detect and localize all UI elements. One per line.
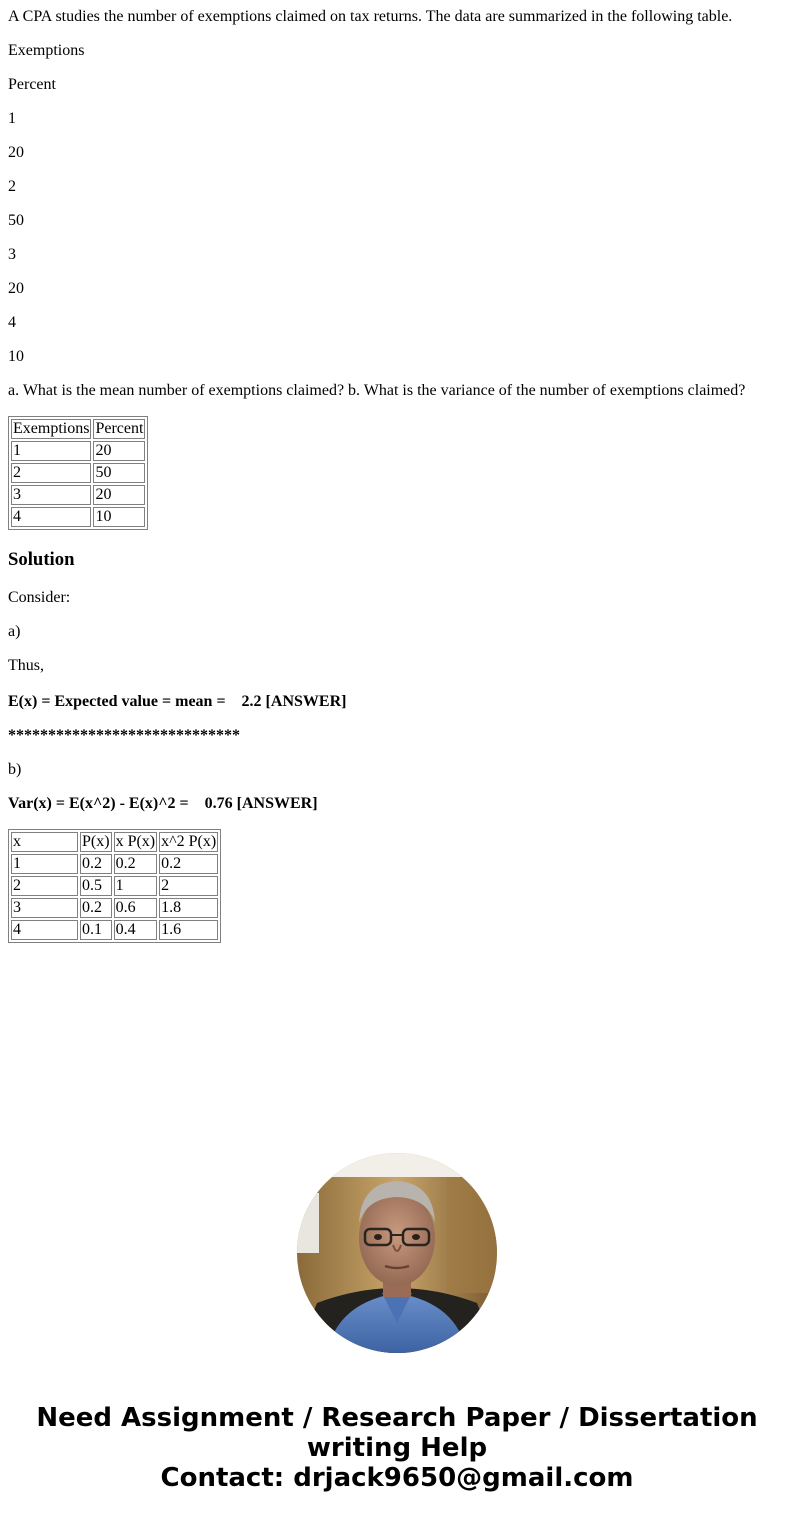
table-cell: 0.2 [80, 898, 112, 918]
table-cell: 0.2 [159, 854, 218, 874]
table-row [11, 920, 218, 940]
separator-text: ***************************** [8, 727, 240, 744]
question-intro: A CPA studies the number of exemptions claimed on tax returns. The data are summarized in the following table. [8, 8, 733, 25]
table-cell: 0.5 [80, 876, 112, 896]
variance-answer-text: Var(x) = E(x^2) - E(x)^2 = 0.76 [ANSWER] [8, 795, 318, 812]
table-cell: 20 [93, 441, 145, 461]
question-line: 50 [8, 212, 24, 229]
table-cell: 1 [11, 441, 91, 461]
table-row [11, 507, 145, 527]
table-row [11, 441, 145, 461]
portrait-illustration [297, 1153, 497, 1353]
table-cell: 3 [11, 485, 91, 505]
part-b-label: b) [8, 761, 22, 778]
table-header-cell: x^2 P(x) [161, 833, 217, 850]
thus-text: Thus, [8, 657, 44, 674]
exemptions-table [8, 416, 148, 530]
question-line: 3 [8, 246, 16, 263]
table-row [11, 898, 218, 918]
consider-text: Consider: [8, 589, 71, 606]
question-line: 20 [8, 144, 24, 161]
solution-heading: Solution [8, 549, 75, 570]
table-header-cell: Exemptions [13, 420, 90, 437]
table-cell: 1 [11, 854, 78, 874]
table-header-cell: x P(x) [115, 833, 156, 850]
question-line: Percent [8, 76, 56, 93]
mean-answer-text: E(x) = Expected value = mean = 2.2 [ANSWER] [8, 693, 347, 710]
table-cell: 1.6 [159, 920, 218, 940]
footer-contact: Contact: drjack9650@gmail.com [160, 1463, 634, 1493]
table-cell: 2 [11, 876, 78, 896]
table-cell: 4 [11, 920, 78, 940]
table-header-row [11, 419, 145, 439]
table-cell: 0.2 [114, 854, 158, 874]
question-prompt: a. What is the mean number of exemptions claimed? b. What is the variance of the number of exemptions claimed? [8, 382, 746, 399]
footer-line: writing Help [306, 1433, 488, 1463]
table-cell: 0.1 [80, 920, 112, 940]
table-cell: 2 [159, 876, 218, 896]
table-cell: 10 [93, 507, 145, 527]
separator-line [8, 727, 240, 745]
question-line: 1 [8, 110, 16, 127]
table-cell: 1 [114, 876, 158, 896]
author-photo [297, 1153, 497, 1353]
part-a-label: a) [8, 623, 21, 640]
question-line: 2 [8, 178, 16, 195]
table-cell: 0.4 [114, 920, 158, 940]
question-line: 4 [8, 314, 16, 331]
table-cell: 0.6 [114, 898, 158, 918]
question-line: 20 [8, 280, 24, 297]
table-cell: 3 [11, 898, 78, 918]
variance-answer [8, 795, 318, 813]
table-header-cell: P(x) [82, 833, 110, 850]
question-line: 10 [8, 348, 24, 365]
table-cell: 2 [11, 463, 91, 483]
table-cell: 20 [93, 485, 145, 505]
table-header-row [11, 832, 218, 852]
table-cell: 4 [11, 507, 91, 527]
footer-banner [0, 1403, 794, 1493]
table-cell: 50 [93, 463, 145, 483]
table-row [11, 485, 145, 505]
table-header-cell: Percent [95, 420, 144, 437]
table-row [11, 854, 218, 874]
table-row [11, 463, 145, 483]
table-header-cell: x [11, 832, 78, 852]
footer-line: Need Assignment / Research Paper / Dissertation [36, 1403, 758, 1433]
table-row [11, 876, 218, 896]
mean-answer [8, 693, 346, 711]
question-line: Exemptions [8, 42, 85, 59]
table-cell: 1.8 [159, 898, 218, 918]
table-cell: 0.2 [80, 854, 112, 874]
probability-table [8, 829, 221, 943]
